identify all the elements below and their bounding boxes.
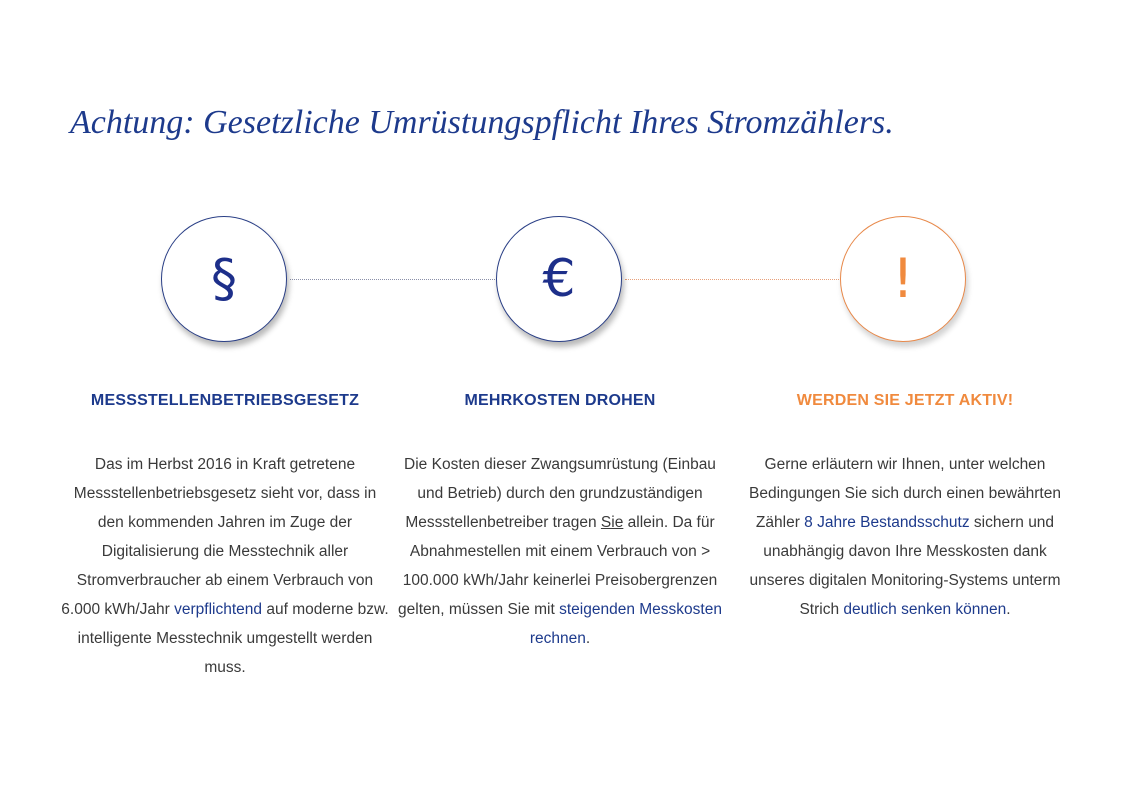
column-action [740,390,1070,624]
euro-icon: € [542,249,576,309]
underlined-text: Sie [600,514,624,531]
column-costs [395,390,725,653]
highlight-text: 8 Jahre Bestandsschutz [804,514,970,531]
column-law [60,390,390,682]
text-part: . [1006,601,1011,618]
text-part: Das im Herbst 2016 in Kraft getretene Messstellenbetriebsgesetz sieht vor, dass in den kommenden Jahren im Zuge der Digitalisierung die Messtechnik aller Stromverbraucher ab einem Verbrauch von 6.000 kWh/Jahr [61,456,377,618]
text-part: allein. Da für Abnahmestellen mit einem Verbrauch von > 100.000 kWh/Jahr keinerlei Preisobergrenzen gelten, müssen Sie mit [398,514,718,618]
column-heading: MEHRKOSTEN DROHEN [464,392,656,409]
page-title: Achtung: Gesetzliche Umrüstungspflicht Ihres Stromzählers. [70,104,894,141]
exclamation-circle [840,216,966,342]
column-heading: MESSSTELLENBETRIEBSGESETZ [90,392,360,409]
euro-circle [496,216,622,342]
text-part: Die Kosten dieser Zwangsumrüstung (Einbau und Betrieb) durch den grundzuständigen Messstellenbetreiber tragen [404,456,716,531]
connector-line-2 [625,279,839,280]
highlight-text: verpflichtend [174,601,263,618]
paragraph-icon: § [211,249,237,309]
text-part: . [585,630,591,647]
connector-line-1 [290,279,495,280]
column-heading: WERDEN SIE JETZT AKTIV! [796,392,1014,409]
highlight-text: deutlich senken können [843,601,1007,618]
highlight-text: steigenden Messkosten rechnen [529,601,722,647]
text-part: sichern und unabhängig davon Ihre Messkosten dank unseres digitalen Monitoring-Systems unterm Strich [749,514,1061,618]
paragraph-circle [161,216,287,342]
text-part: Gerne erläutern wir Ihnen, unter welchen Bedingungen Sie sich durch einen bewährten Zähler [749,456,1061,531]
exclamation-icon: ! [892,247,914,310]
text-part: auf moderne bzw. intelligente Messtechnik umgestellt werden muss. [77,601,389,676]
column-text [60,450,390,682]
column-text [740,450,1070,624]
column-text [395,450,725,653]
